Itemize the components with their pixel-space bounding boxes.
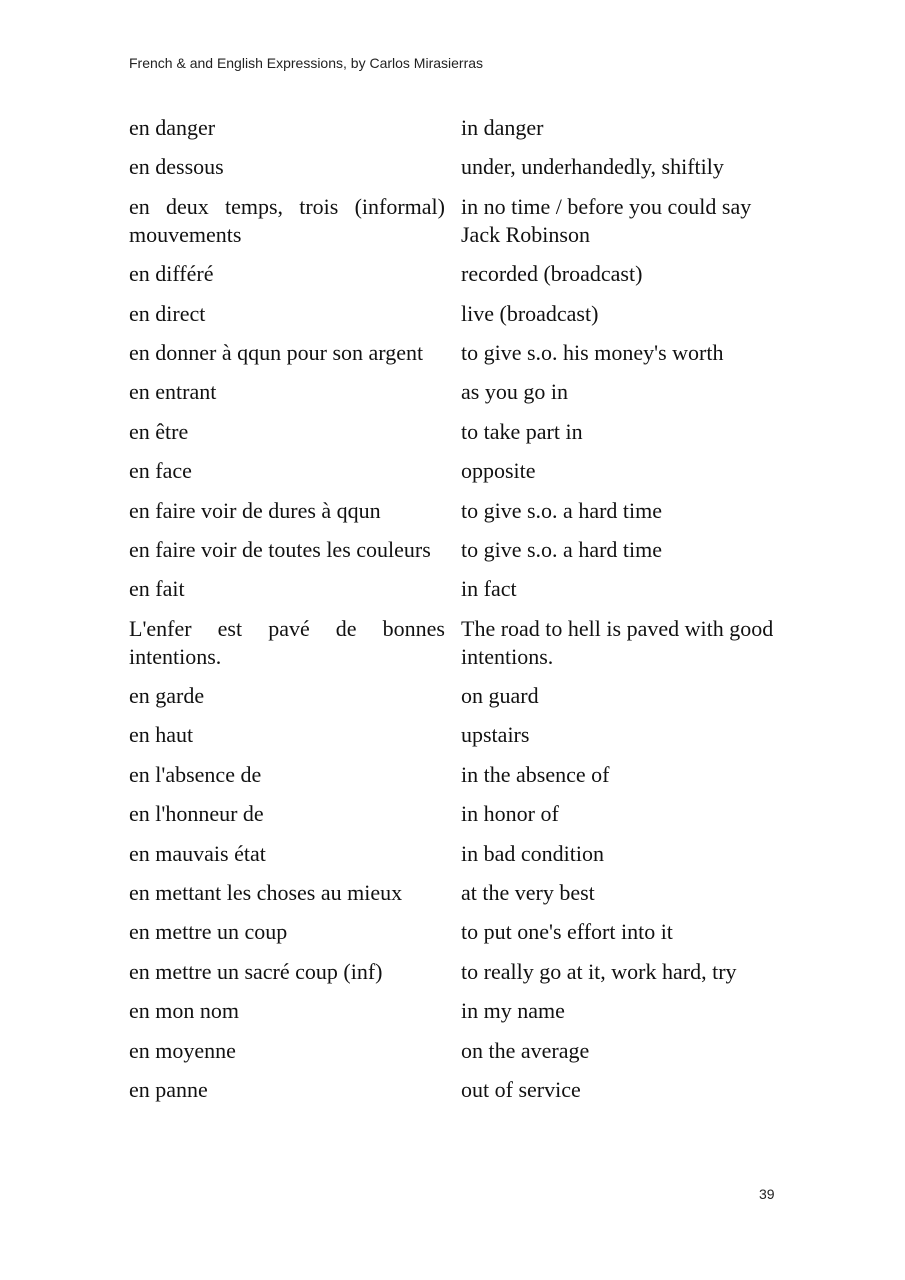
english-translation: on guard <box>461 683 539 709</box>
french-expression: en mettre un sacré coup (inf) <box>129 958 383 984</box>
english-translation: to give s.o. a hard time <box>461 536 663 562</box>
table-row <box>129 457 779 485</box>
table-row <box>129 958 779 986</box>
french-expression: en deux temps, trois (informal) mouvements <box>129 193 445 247</box>
english-translation: out of service <box>461 1076 581 1102</box>
table-row <box>129 575 779 603</box>
table-row <box>129 997 779 1025</box>
french-expression: en entrant <box>129 379 217 405</box>
french-expression: en mauvais état <box>129 840 266 866</box>
french-expression: en face <box>129 458 192 484</box>
english-translation: in no time / before you could say Jack Robinson <box>461 193 752 247</box>
table-row <box>129 761 779 789</box>
english-translation: live (broadcast) <box>461 300 599 326</box>
english-translation: on the average <box>461 1037 590 1063</box>
english-translation: in the absence of <box>461 761 610 787</box>
french-expression: en mon nom <box>129 998 239 1024</box>
english-translation: to put one's effort into it <box>461 919 673 945</box>
french-expression: en l'absence de <box>129 761 262 787</box>
english-translation: upstairs <box>461 722 530 748</box>
table-row <box>129 682 779 710</box>
french-expression: en garde <box>129 683 205 709</box>
table-row <box>129 536 779 564</box>
running-header: French & and English Expressions, by Carlos Mirasierras <box>129 55 484 71</box>
english-translation: under, underhandedly, shiftily <box>461 154 724 180</box>
table-row <box>129 339 779 367</box>
english-translation: in honor of <box>461 801 559 827</box>
english-translation: to give s.o. his money's worth <box>461 339 724 365</box>
french-expression: en panne <box>129 1076 208 1102</box>
table-row <box>129 800 779 828</box>
table-row <box>129 300 779 328</box>
english-translation: in danger <box>461 115 544 140</box>
french-expression: en être <box>129 418 189 444</box>
french-expression: en fait <box>129 576 185 602</box>
table-row <box>129 497 779 525</box>
english-translation: to give s.o. a hard time <box>461 497 663 523</box>
french-expression: en moyenne <box>129 1037 236 1063</box>
table-row <box>129 418 779 446</box>
english-translation: to take part in <box>461 418 583 444</box>
french-expression: en mettre un coup <box>129 919 288 945</box>
english-translation: at the very best <box>461 880 595 906</box>
table-row <box>129 918 779 946</box>
french-expression: en direct <box>129 300 206 326</box>
french-expression: en différé <box>129 261 214 287</box>
expressions-table <box>129 114 779 1115</box>
english-translation: recorded (broadcast) <box>461 261 643 287</box>
table-row <box>129 260 779 288</box>
french-expression: en faire voir de dures à qqun <box>129 497 381 523</box>
french-expression: L'enfer est pavé de bonnes intentions. <box>129 615 445 669</box>
english-translation: to really go at it, work hard, try <box>461 958 737 984</box>
table-row <box>129 193 779 249</box>
table-row <box>129 1076 779 1104</box>
french-expression: en faire voir de toutes les couleurs <box>129 536 431 562</box>
english-translation: as you go in <box>461 379 568 405</box>
page-number: 39 <box>759 1186 775 1202</box>
table-row <box>129 153 779 181</box>
english-translation: in fact <box>461 576 517 602</box>
french-expression: en dessous <box>129 154 224 180</box>
table-row <box>129 879 779 907</box>
table-row <box>129 615 779 671</box>
english-translation: The road to hell is paved with good intentions. <box>461 615 774 669</box>
english-translation: in bad condition <box>461 840 604 866</box>
english-translation: in my name <box>461 998 565 1024</box>
table-row <box>129 840 779 868</box>
french-expression: en mettant les choses au mieux <box>129 880 403 906</box>
table-row <box>129 114 779 142</box>
french-expression: en danger <box>129 115 216 140</box>
table-row <box>129 1037 779 1065</box>
french-expression: en donner à qqun pour son argent <box>129 339 424 365</box>
french-expression: en l'honneur de <box>129 801 264 827</box>
table-row <box>129 378 779 406</box>
french-expression: en haut <box>129 722 194 748</box>
table-row <box>129 721 779 749</box>
english-translation: opposite <box>461 458 536 484</box>
